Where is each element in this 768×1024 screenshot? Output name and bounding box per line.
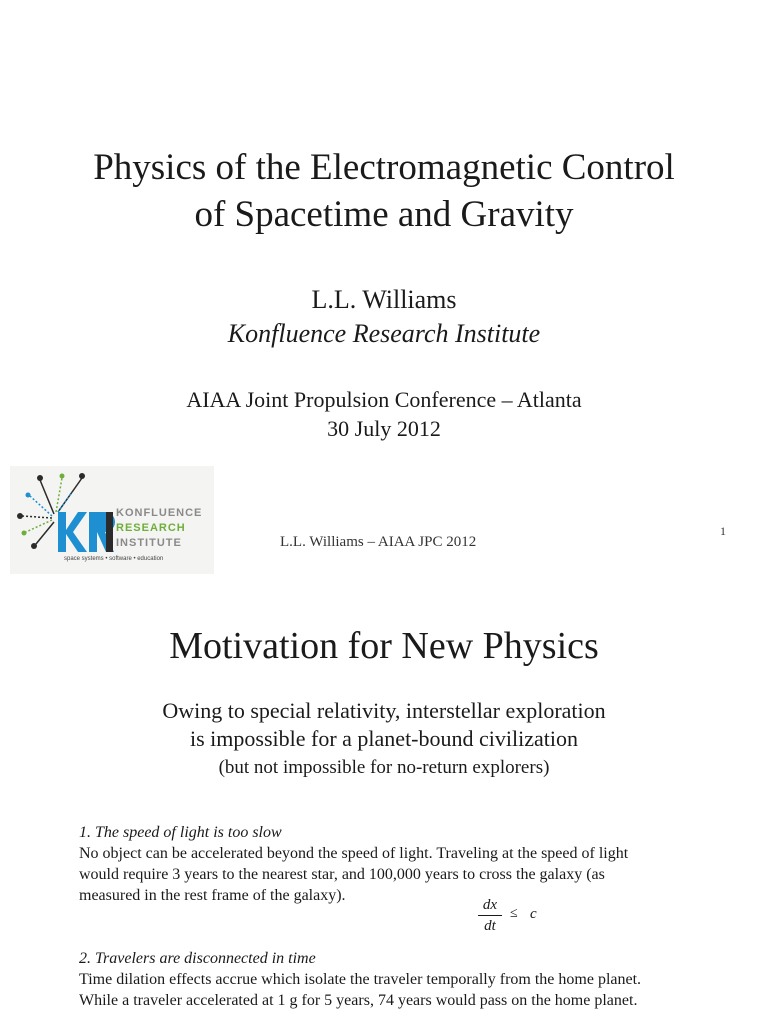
institute-name: Konfluence Research Institute — [227, 319, 541, 348]
kri-logo — [10, 466, 214, 574]
point-1-line-1: No object can be accelerated beyond the speed of light. Traveling at the speed of light — [79, 845, 629, 862]
slide-title-line-1: Physics of the Electromagnetic Control — [93, 147, 675, 188]
logo-word-konfluence: KONFLUENCE — [116, 507, 203, 519]
point-2-line-1: Time dilation effects accrue which isolate the traveler temporally from the home planet. — [79, 971, 642, 988]
slide-title-line-2: of Spacetime and Gravity — [194, 194, 574, 235]
point-2-line-2: While a traveler accelerated at 1 g for 5 years, 74 years would pass on the home planet. — [79, 992, 638, 1009]
kri-mark — [58, 512, 115, 552]
logo-word-institute: INSTITUTE — [116, 537, 182, 549]
point-1 — [79, 822, 719, 906]
lead-line-2: is impossible for a planet-bound civilization — [190, 726, 578, 751]
lead-subnote: (but not impossible for no-return explorers) — [218, 757, 550, 778]
conference-info — [0, 385, 768, 443]
conference-date: 30 July 2012 — [327, 416, 441, 441]
logo-word-research: RESEARCH — [116, 522, 186, 534]
equation-relation: ≤ — [510, 906, 518, 921]
conference-name: AIAA Joint Propulsion Conference – Atlanta — [186, 387, 582, 412]
slide-footer: L.L. Williams – AIAA JPC 2012 — [280, 534, 477, 550]
equation-rhs: c — [530, 906, 537, 922]
point-1-title: 1. The speed of light is too slow — [79, 824, 282, 841]
logo-wordmark — [116, 506, 202, 551]
point-1-line-3: measured in the rest frame of the galaxy). — [79, 887, 346, 904]
point-1-line-2: would require 3 years to the nearest star, and 100,000 years to cross the galaxy (as — [79, 866, 605, 883]
fraction-bar — [478, 915, 502, 916]
slide-title — [0, 144, 768, 238]
logo-tagline: space systems • software • education — [64, 556, 164, 562]
equation-numerator: dx — [482, 897, 498, 913]
equation-fraction — [478, 896, 502, 935]
author-name: L.L. Williams — [311, 285, 457, 314]
lead-line-1: Owing to special relativity, interstellar exploration — [162, 698, 606, 723]
lead-statement — [0, 697, 768, 753]
section-heading: Motivation for New Physics — [169, 625, 599, 667]
page-number: 1 — [720, 524, 726, 538]
speed-limit-equation — [478, 896, 558, 940]
point-2-title: 2. Travelers are disconnected in time — [79, 950, 316, 967]
equation-denominator: dt — [484, 918, 496, 934]
point-2 — [79, 948, 719, 1011]
